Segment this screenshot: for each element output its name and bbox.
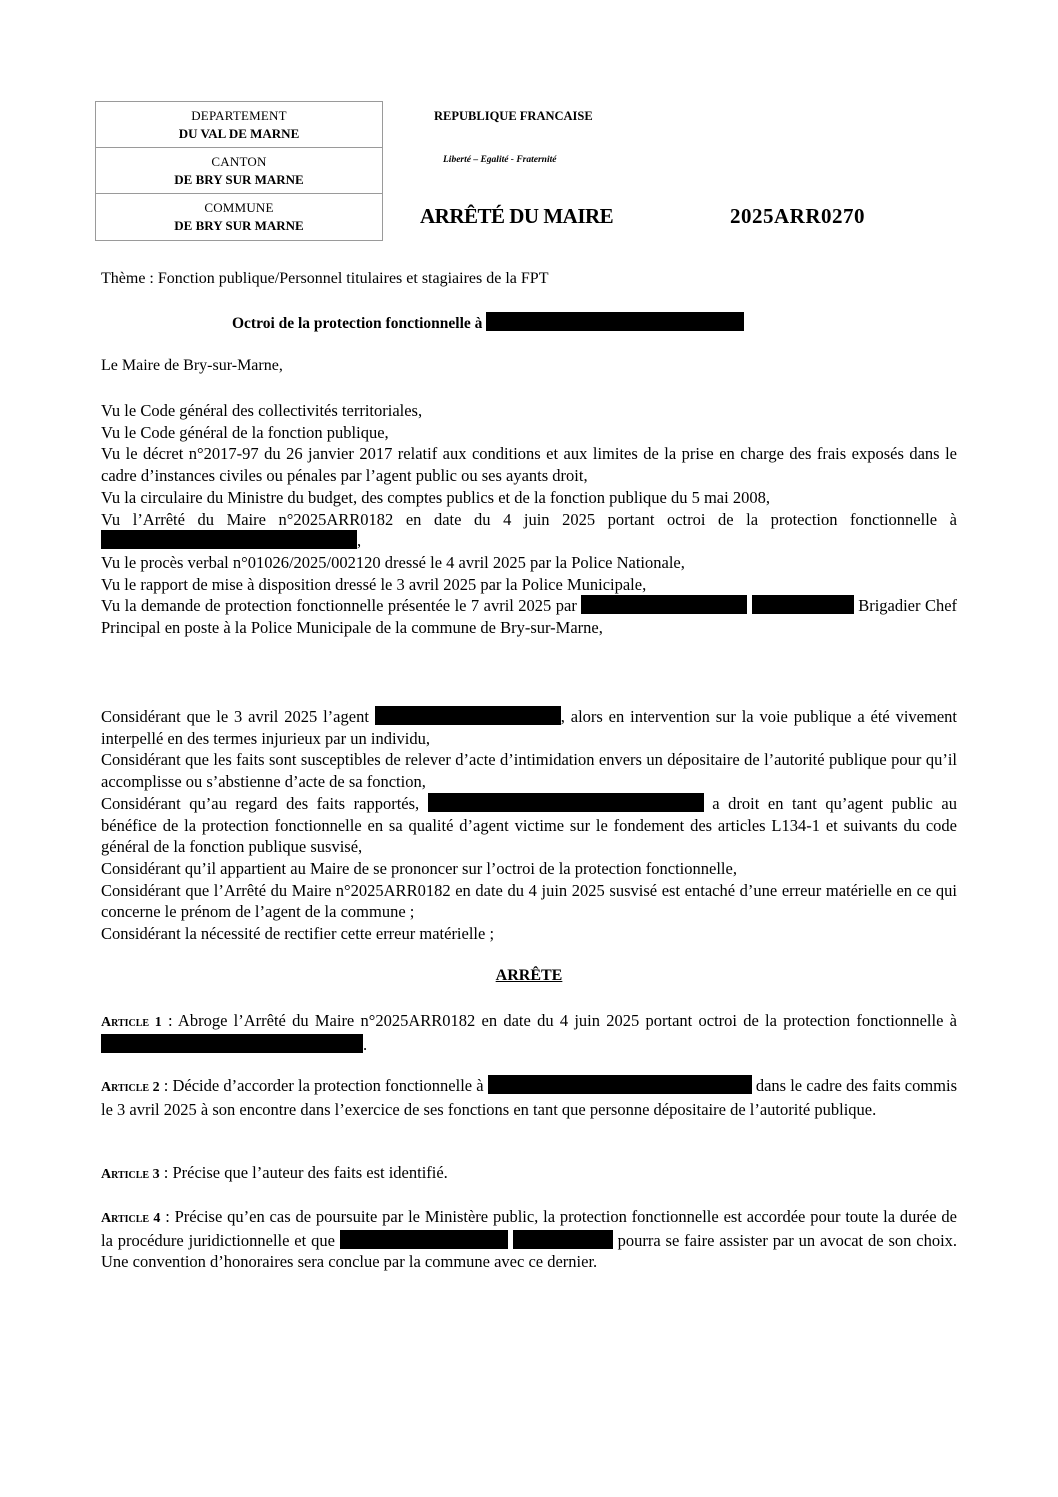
article-1-end: . bbox=[363, 1034, 368, 1054]
article-2-end: dans le cadre des faits commis le 3 avril 2025 à son encontre dans l’exercice de ses fonctions en tant que personne dépositaire de l’autorité publique. bbox=[101, 1076, 958, 1119]
article-3-text: : Précise que l’auteur des faits est identifié. bbox=[159, 1163, 448, 1182]
considerant-5: Considérant que l’Arrêté du Maire n°2025ARR0182 en date du 4 juin 2025 susvisé est entaché d’une erreur matérielle en ce qui concerne le prénom de l’agent de la commune ; bbox=[101, 880, 957, 922]
visa-arrete-text: Vu l’Arrêté du Maire n°2025ARR0182 en date du 4 juin 2025 portant octroi de la protection fonctionnelle à bbox=[101, 509, 957, 529]
canton-label: CANTON bbox=[211, 154, 267, 169]
article-1-text: : Abroge l’Arrêté du Maire n°2025ARR0182 en date du 4 juin 2025 portant octroi de la protection fonctionnelle à bbox=[161, 1011, 957, 1030]
article-4-label: Article 4 bbox=[101, 1211, 161, 1226]
article-2 bbox=[101, 1075, 957, 1120]
visa-demande bbox=[101, 595, 957, 638]
considerant-1-end: , alors en intervention sur la voie publique a été vivement interpellé en des termes injurieux par un individu, bbox=[101, 707, 958, 748]
canton-name: DE BRY SUR MARNE bbox=[174, 172, 304, 187]
redaction-block bbox=[340, 1230, 508, 1249]
article-1-label: Article 1 bbox=[101, 1015, 162, 1030]
considerants-section bbox=[101, 706, 957, 945]
article-4-end: pourra se faire assister par un avocat de son choix. Une convention d’honoraires sera conclue par la commune avec ce dernier. bbox=[101, 1230, 958, 1272]
considerant-6: Considérant la nécessité de rectifier cette erreur matérielle ; bbox=[101, 924, 495, 944]
departement-name: DU VAL DE MARNE bbox=[178, 126, 300, 141]
considerant-1-text: Considérant que le 3 avril 2025 l’agent bbox=[101, 707, 369, 726]
document-title: ARRÊTÉ DU MAIRE bbox=[420, 204, 614, 228]
article-3 bbox=[101, 1162, 957, 1186]
objet-text: Octroi de la protection fonctionnelle à bbox=[232, 315, 483, 332]
visa-rapport: Vu le rapport de mise à disposition dressé le 3 avril 2025 par la Police Municipale, bbox=[101, 574, 647, 594]
redaction-block bbox=[101, 1034, 363, 1053]
visa-demande-text: Vu la demande de protection fonctionnelle présentée le 7 avril 2025 par bbox=[101, 596, 577, 616]
visa-arrete-precedent bbox=[101, 509, 957, 552]
considerant-3-text: Considérant qu’au regard des faits rapportés, bbox=[101, 793, 420, 813]
article-3-label: Article 3 bbox=[101, 1167, 160, 1182]
visa-proces-verbal: Vu le procès verbal n°01026/2025/002120 dressé le 4 avril 2025 par la Police Nationale, bbox=[101, 552, 685, 572]
redaction-block bbox=[428, 793, 704, 812]
objet-line bbox=[232, 312, 744, 333]
canton-cell bbox=[96, 148, 382, 194]
visa-cgct: Vu le Code général des collectivités territoriales, bbox=[101, 401, 423, 420]
considerant-1 bbox=[101, 706, 957, 749]
redaction-block bbox=[513, 1230, 613, 1249]
article-2-label: Article 2 bbox=[101, 1080, 160, 1095]
visa-decret: Vu le décret n°2017-97 du 26 janvier 2017 relatif aux conditions et aux limites de la prise en charge des frais exposés dans le cadre d’instances civiles ou pénales par l’agent public ou ses ayants droit, bbox=[101, 444, 957, 486]
visa-demande-end: Brigadier Chef Principal en poste à la Police Municipale de la commune de Bry-sur-Marne, bbox=[101, 596, 958, 638]
header-table bbox=[95, 101, 383, 241]
redaction-block bbox=[375, 706, 561, 725]
commune-name: DE BRY SUR MARNE bbox=[174, 218, 304, 233]
visa-circulaire: Vu la circulaire du Ministre du budget, des comptes publics et de la fonction publique du 5 mai 2008, bbox=[101, 487, 770, 507]
considerant-2: Considérant que les faits sont susceptibles de relever d’acte d’intimidation envers un dépositaire de l’autorité publique pour qu’il accomplisse ou s’abstienne d’acte de sa fonction, bbox=[101, 750, 957, 792]
redaction-block bbox=[486, 312, 744, 331]
visa-arrete-end: , bbox=[357, 531, 362, 551]
article-1 bbox=[101, 1010, 957, 1055]
article-4-text: : Précise qu’en cas de poursuite par le Ministère public, la protection fonctionnelle est accordée pour toute la durée de la procédure juridictionnelle et que bbox=[101, 1207, 957, 1250]
arrete-heading: ARRÊTE bbox=[495, 967, 563, 984]
departement-label: DEPARTEMENT bbox=[191, 108, 287, 123]
visas-section bbox=[101, 400, 957, 639]
maire-line: Le Maire de Bry-sur-Marne, bbox=[101, 357, 283, 374]
republique-title: REPUBLIQUE FRANCAISE bbox=[434, 109, 593, 123]
considerant-3 bbox=[101, 793, 957, 858]
departement-cell bbox=[96, 102, 382, 148]
theme-line: Thème : Fonction publique/Personnel titulaires et stagiaires de la FPT bbox=[101, 270, 549, 287]
redaction-block bbox=[581, 595, 747, 614]
visa-cgfp: Vu le Code général de la fonction publique, bbox=[101, 422, 389, 442]
considerant-3-end: a droit en tant qu’agent public au bénéfice de la protection fonctionnelle en sa qualité d’agent victime sur le fondement des articles L134-1 et suivants du code général de la fonction publique susvisé, bbox=[101, 793, 958, 857]
document-number: 2025ARR0270 bbox=[730, 204, 865, 228]
commune-cell bbox=[96, 194, 382, 240]
devise: Liberté – Egalité - Fraternité bbox=[443, 155, 557, 165]
commune-label: COMMUNE bbox=[204, 200, 274, 215]
considerant-4: Considérant qu’il appartient au Maire de se prononcer sur l’octroi de la protection fonctionnelle, bbox=[101, 858, 737, 878]
article-2-text: : Décide d’accorder la protection fonctionnelle à bbox=[159, 1076, 484, 1095]
redaction-block bbox=[488, 1075, 752, 1094]
article-4 bbox=[101, 1206, 957, 1273]
redaction-block bbox=[752, 595, 854, 614]
redaction-block bbox=[101, 530, 357, 549]
